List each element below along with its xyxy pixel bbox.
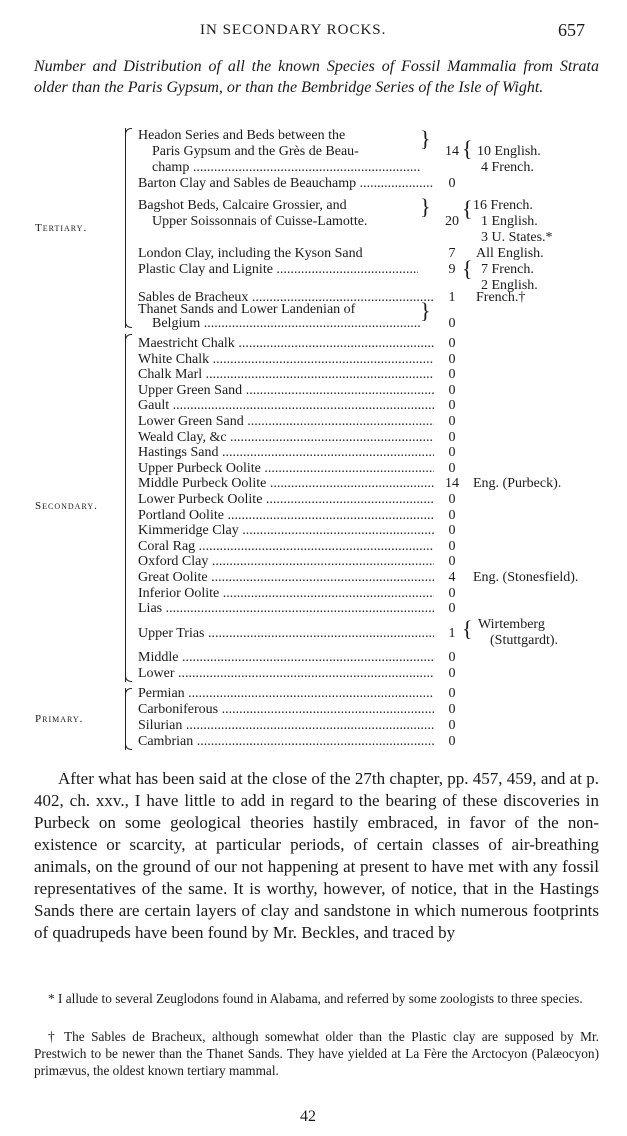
footnote-2-text: † The Sables de Bracheux, although somewhat older than the Plastic clay are supposed by Mr. Prestwich to be newer than the Thanet Sands. They have yielded at La Fère the Arctocyon (Palæocyon) primævus, the oldest known tertiary mammal. (34, 1029, 599, 1078)
species-count: 0 (448, 382, 456, 398)
species-count: 0 (448, 538, 456, 554)
formation-name: Barton Clay and Sables de Beauchamp ..... (138, 176, 434, 192)
formation-name: Bagshot Beds, Calcaire Grossier, and (138, 198, 347, 213)
formation-name: London Clay, including the Kyson Sand (138, 246, 363, 261)
formation-name: White Chalk ..... (138, 352, 434, 368)
distribution-note: Eng. (Stonesfield). (473, 570, 579, 585)
formation-name: Thanet Sands and Lower Landenian of (138, 302, 356, 317)
distribution-note: Wirtemberg (478, 617, 545, 632)
distribution-note: 10 English. (477, 144, 541, 159)
formation-name: Inferior Oolite ..... (138, 586, 434, 602)
running-title: IN SECONDARY ROCKS. (200, 22, 387, 38)
era-label-secondary: Secondary. (35, 500, 98, 512)
formation-name: Chalk Marl ..... (138, 367, 434, 383)
era-brace-primary (125, 688, 133, 750)
formation-name: Cambrian ..... (138, 734, 434, 750)
formation-name: Headon Series and Beds between the (138, 128, 346, 143)
formation-name: Maestricht Chalk ..... (138, 336, 434, 352)
species-count: 0 (448, 507, 456, 523)
formation-name: Oxford Clay ..... (138, 554, 434, 570)
formation-name: Weald Clay, &c ..... (138, 430, 434, 446)
species-count: 1 (448, 290, 456, 305)
group-brace: { (462, 256, 473, 281)
formation-name: Kimmeridge Clay ..... (138, 523, 434, 539)
footnote-1-text: * I allude to several Zeuglodons found in Alabama, and referred by some zoologists to three species. (48, 991, 583, 1006)
formation-name: Upper Trias ..... (138, 626, 434, 642)
era-label-tertiary: Tertiary. (35, 222, 88, 234)
species-count: 0 (448, 351, 456, 367)
species-count: 4 (448, 570, 456, 585)
formation-name: Coral Rag ..... (138, 539, 434, 555)
formation-name: Lower Green Sand ..... (138, 414, 434, 430)
formation-name: Upper Purbeck Oolite ..... (138, 461, 434, 477)
group-brace: { (462, 616, 473, 641)
species-count: 0 (448, 650, 456, 665)
species-count: 0 (448, 492, 456, 507)
species-count: 0 (448, 367, 456, 383)
formation-name: champ ..... (152, 160, 420, 176)
formation-name: Upper Soissonnais of Cuisse-Lamotte. (152, 214, 368, 229)
species-count: 14 (445, 476, 459, 492)
distribution-note: 16 French. (473, 198, 533, 213)
page-number: 657 (558, 20, 585, 40)
species-count: 0 (448, 601, 456, 617)
distribution-note: (Stuttgardt). (490, 633, 559, 648)
formation-name: Lias ..... (138, 601, 434, 617)
species-count: 0 (448, 666, 456, 681)
species-count: 0 (448, 718, 456, 733)
formation-name: Gault ..... (138, 398, 434, 414)
species-count: 0 (448, 316, 456, 331)
species-count: 0 (448, 445, 456, 461)
species-count: 7 (448, 246, 456, 261)
species-count: 0 (448, 429, 456, 445)
distribution-note: 1 English. (481, 214, 538, 229)
distribution-note: 4 French. (481, 160, 534, 175)
distribution-note: 7 French. (481, 262, 534, 277)
species-count: 0 (448, 336, 456, 351)
formation-name: Permian ..... (138, 686, 434, 702)
footnote-2 (34, 1028, 599, 1079)
species-count: 0 (448, 686, 456, 701)
table-caption (34, 56, 599, 98)
formation-name: Plastic Clay and Lignite ..... (138, 262, 418, 278)
species-count: 0 (448, 414, 456, 429)
species-count: 0 (448, 398, 456, 414)
formation-name: Lower ..... (138, 666, 434, 682)
distribution-note: French.† (476, 290, 526, 305)
species-count: 0 (448, 554, 456, 570)
species-count: 20 (445, 214, 459, 229)
formation-name: Paris Gypsum and the Grès de Beau- (152, 144, 359, 159)
group-brace: { (462, 196, 473, 221)
era-brace-tertiary (125, 128, 133, 328)
group-brace: } (420, 298, 431, 323)
formation-name: Lower Purbeck Oolite ..... (138, 492, 434, 508)
signature-mark: 42 (300, 1108, 316, 1125)
formation-name: Great Oolite ..... (138, 570, 434, 586)
formation-name: Carboniferous ..... (138, 702, 434, 718)
running-header (0, 22, 627, 42)
distribution-note: Eng. (Purbeck). (473, 476, 562, 492)
formation-name: Middle Purbeck Oolite ..... (138, 476, 434, 492)
formation-name: Hastings Sand ..... (138, 445, 434, 461)
distribution-note: 3 U. States.* (481, 230, 553, 245)
footnote-1 (34, 990, 599, 1007)
formation-name: Upper Green Sand ..... (138, 383, 434, 399)
group-brace: } (420, 194, 431, 219)
body-paragraph (34, 768, 599, 944)
distribution-note: 2 English. (481, 278, 538, 293)
species-count: 0 (448, 585, 456, 601)
formation-name: Silurian ..... (138, 718, 434, 734)
era-label-primary: Primary. (35, 713, 84, 725)
distribution-note: All English. (476, 246, 544, 261)
era-brace-secondary (125, 334, 133, 682)
group-brace: } (420, 126, 431, 151)
formation-name: Belgium ..... (152, 316, 420, 332)
body-paragraph-text: After what has been said at the close of the 27th chapter, pp. 457, 459, and at p. 402, ch. xxv., I have little to add in regard to the bearing of these discoveries in Purbeck on some geological theories hastily embraced, in favor of the non-existence or scarcity, at particular periods, of certain classes of air-breathing animals, on the ground of our not happening at present to have met with any fossil representatives of the same. It is worthy, however, of notice, that in the Hastings Sands there are certain layers of clay and sandstone in which numerous footprints of quadrupeds have been found by Mr. Beckles, and traced by (34, 769, 599, 942)
species-count: 9 (448, 262, 456, 277)
species-count: 0 (448, 176, 456, 191)
species-count: 0 (448, 523, 456, 539)
formation-name: Portland Oolite ..... (138, 508, 434, 524)
formation-name: Middle ..... (138, 650, 434, 666)
species-count: 0 (448, 460, 456, 476)
group-brace: { (462, 136, 473, 161)
formation-name: Sables de Bracheux ..... (138, 290, 434, 306)
species-count: 0 (448, 702, 456, 717)
species-count: 14 (445, 144, 459, 159)
species-count: 1 (448, 626, 456, 641)
table-caption-text: Number and Distribution of all the known Species of Fossil Mammalia from Strata older than the Paris Gypsum, or than the Bembridge Series of the Isle of Wight. (34, 58, 599, 96)
species-count: 0 (448, 734, 456, 749)
